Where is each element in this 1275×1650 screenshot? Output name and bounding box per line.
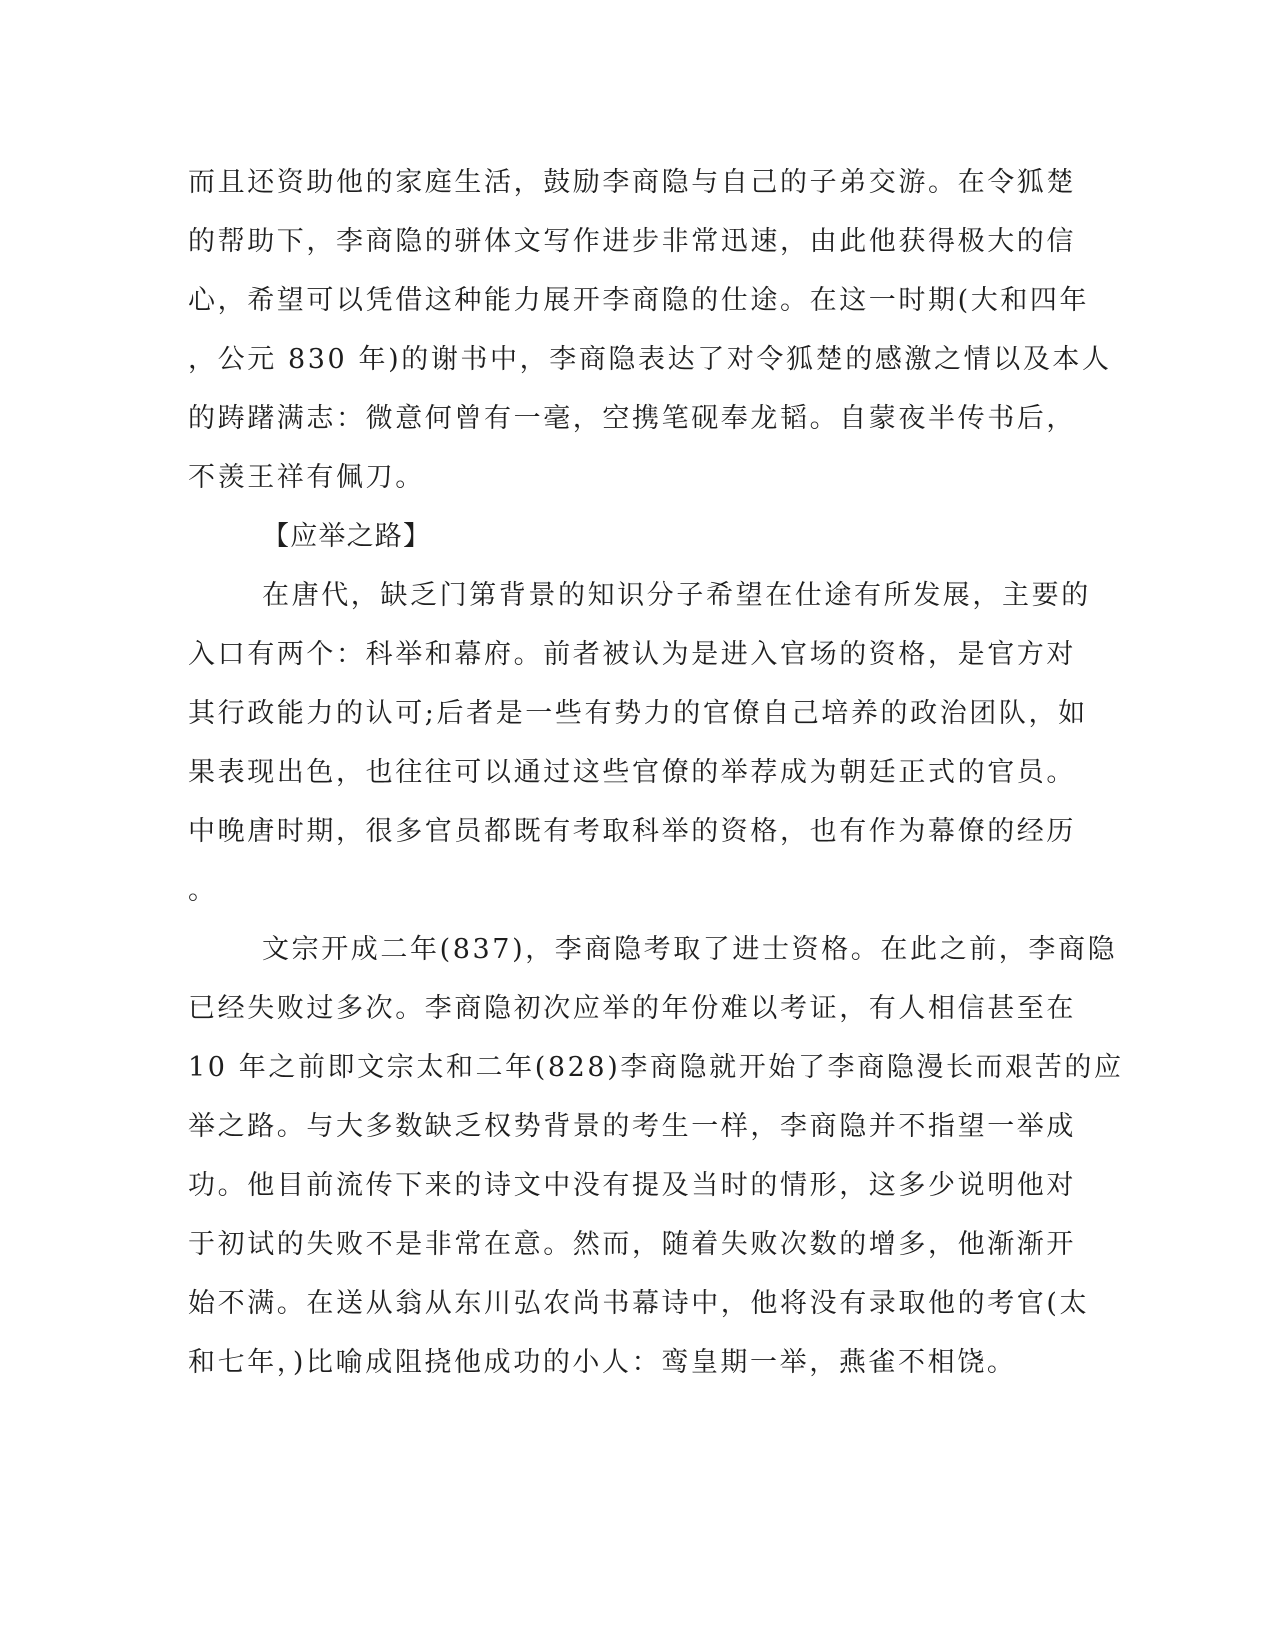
text-line: 而且还资助他的家庭生活，鼓励李商隐与自己的子弟交游。在令狐楚 [188,167,1076,198]
text-line: 文宗开成二年(837)，李商隐考取了进士资格。在此之前，李商隐 [262,934,1118,965]
text-line: 果表现出色，也往往可以通过这些官僚的举荐成为朝廷正式的官员。 [188,757,1076,788]
text-line: 中晚唐时期，很多官员都既有考取科举的资格，也有作为幕僚的经历 [188,816,1076,847]
text-line: 和七年，)比喻成阻挠他成功的小人：鸾皇期一举，燕雀不相饶。 [188,1347,1017,1378]
text-line: 始不满。在送从翁从东川弘农尚书幕诗中，他将没有录取他的考官(太 [188,1288,1090,1319]
text-line: 的帮助下，李商隐的骈体文写作进步非常迅速，由此他获得极大的信 [188,226,1076,257]
text-line: 10 年之前即文宗太和二年(828)李商隐就开始了李商隐漫长而艰苦的应 [188,1052,1124,1083]
text-line: 的踌躇满志：微意何曾有一毫，空携笔砚奉龙韬。自蒙夜半传书后， [188,403,1076,434]
text-line: 在唐代，缺乏门第背景的知识分子希望在仕途有所发展，主要的 [262,580,1091,611]
text-line: 。 [188,875,218,906]
text-line: 功。他目前流传下来的诗文中没有提及当时的情形，这多少说明他对 [188,1170,1076,1201]
text-line: 不羡王祥有佩刀。 [188,462,425,493]
text-line: 心，希望可以凭借这种能力展开李商隐的仕途。在这一时期(大和四年 [188,285,1090,316]
text-line: ，公元 830 年)的谢书中，李商隐表达了对令狐楚的感激之情以及本人 [188,344,1112,375]
text-line: 入口有两个：科举和幕府。前者被认为是进入官场的资格，是官方对 [188,639,1076,670]
text-line: 已经失败过多次。李商隐初次应举的年份难以考证，有人相信甚至在 [188,993,1076,1024]
text-line: 举之路。与大多数缺乏权势背景的考生一样，李商隐并不指望一举成 [188,1111,1076,1142]
text-line: 其行政能力的认可;后者是一些有势力的官僚自己培养的政治团队，如 [188,698,1088,729]
text-line: 于初试的失败不是非常在意。然而，随着失败次数的增多，他渐渐开 [188,1229,1076,1260]
section-heading: 【应举之路】 [262,521,432,552]
